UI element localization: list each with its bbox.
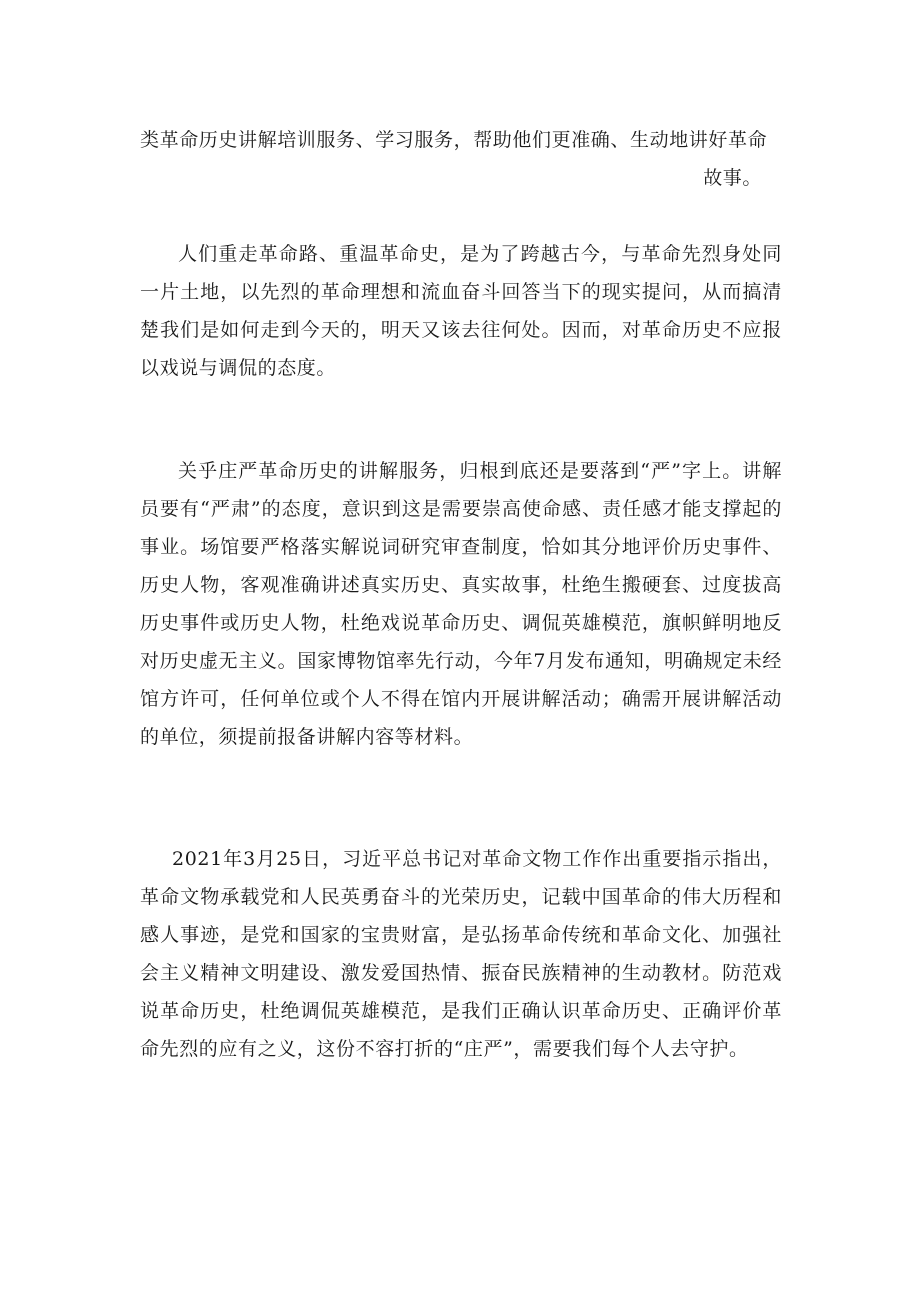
paragraph-2: 关乎庄严革命历史的讲解服务，归根到底还是要落到“严”字上。讲解员要有“严肃”的态度，意识到这是需要崇高使命感、责任感才能支撑起的事业。场馆要严格落实解说词研究审查制度，恰如其分地评价历史事件、历史人物，客观准确讲述真实历史、真实故事，杜绝生搬硬套、过度拔高历史事件或历史人物，杜绝戏说革命历史、调侃英雄模范，旗帜鲜明地反对历史虚无主义。国家博物馆率先行动，今年7月发布通知，明确规定未经馆方许可，任何单位或个人不得在馆内开展讲解活动；确需开展讲解活动的单位，须提前报备讲解内容等材料。 bbox=[140, 460, 782, 748]
continued-line-end: 故事。 bbox=[703, 167, 762, 189]
paragraph-3: 2021年3月25日，习近平总书记对革命文物工作作出重要指示指出，革命文物承载党和人民英勇奋斗的光荣历史，记载中国革命的伟大历程和感人事迹，是党和国家的宝贵财富，是弘扬革命传统和革命文化、加强社会主义精神文明建设、激发爱国热情、振奋民族精神的生动教材。防范戏说革命历史，杜绝调侃英雄模范，是我们正确认识革命历史、正确评价革命先烈的应有之义，这份不容打折的“庄严”，需要我们每个人去守护。 bbox=[140, 848, 782, 1060]
continued-line: 类革命历史讲解培训服务、学习服务，帮助他们更准确、生动地讲好革命 bbox=[140, 129, 768, 151]
paragraph-1: 人们重走革命路、重温革命史，是为了跨越古今，与革命先烈身处同一片土地，以先烈的革命理想和流血奋斗回答当下的现实提问，从而搞清楚我们是如何走到今天的，明天又该去往何处。因而，对革命历史不应报以戏说与调侃的态度。 bbox=[140, 243, 782, 379]
continued-paragraph bbox=[140, 121, 782, 197]
